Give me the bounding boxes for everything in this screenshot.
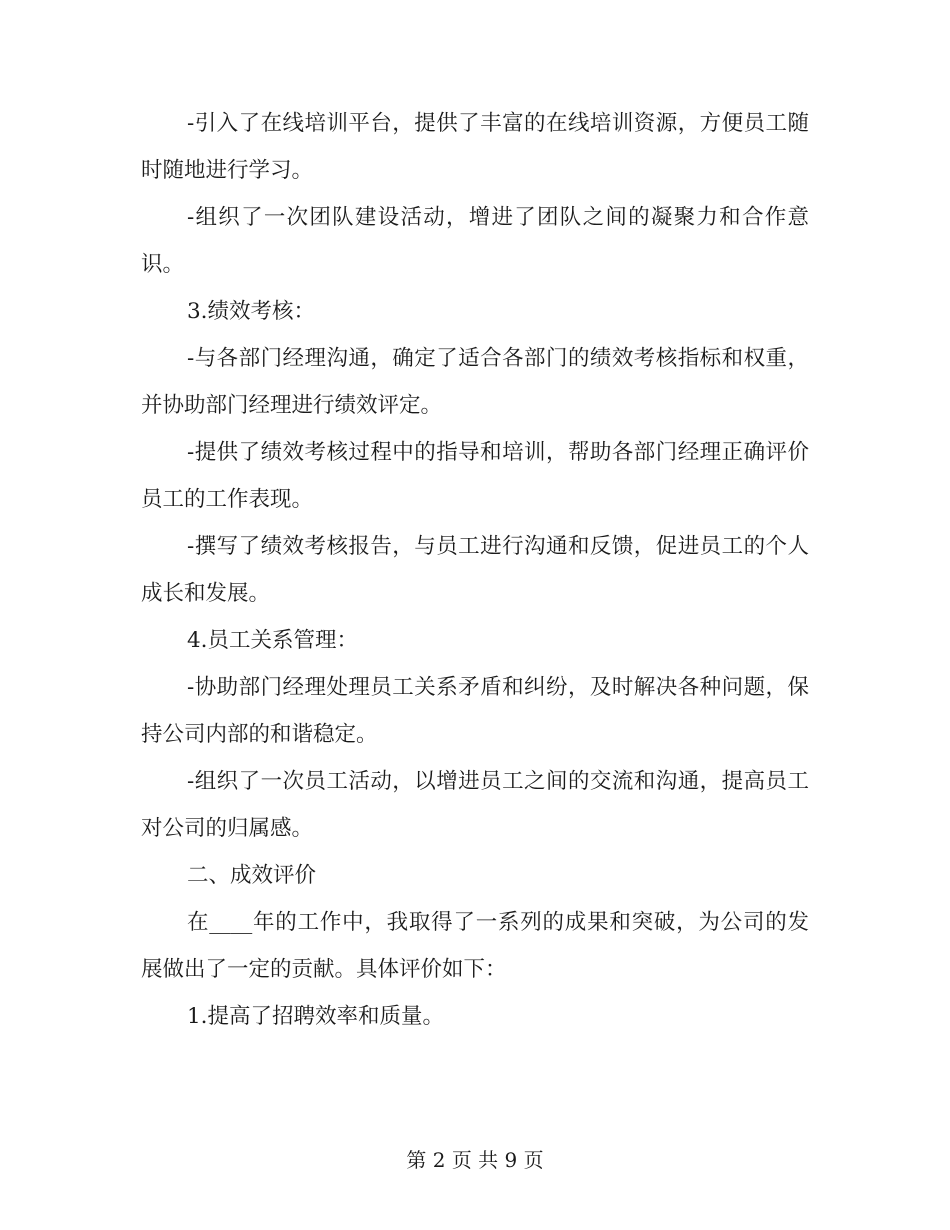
paragraph-results-intro: 在____年的工作中，我取得了一系列的成果和突破，为公司的发展做出了一定的贡献。具体评价如下： <box>141 910 809 982</box>
paragraph-team-building: -组织了一次团队建设活动，增进了团队之间的凝聚力和合作意识。 <box>141 205 809 277</box>
paragraph-kpi-setting: -与各部门经理沟通，确定了适合各部门的绩效考核指标和权重，并协助部门经理进行绩效评定。 <box>141 346 809 418</box>
paragraph-online-training: -引入了在线培训平台，提供了丰富的在线培训资源，方便员工随时随地进行学习。 <box>141 111 809 183</box>
paragraph-review-guidance: -提供了绩效考核过程中的指导和培训，帮助各部门经理正确评价员工的工作表现。 <box>141 440 809 512</box>
heading-employee-relations: 4.员工关系管理： <box>187 628 359 653</box>
paragraph-conflict-resolution: -协助部门经理处理员工关系矛盾和纠纷，及时解决各种问题，保持公司内部的和谐稳定。 <box>141 675 809 747</box>
page-number-footer: 第 2 页 共 9 页 <box>406 1148 544 1172</box>
document-body <box>141 100 809 1040</box>
paragraph-recruiting-efficiency: 1.提高了招聘效率和质量。 <box>187 1004 445 1029</box>
heading-results-evaluation: 二、成效评价 <box>187 863 317 888</box>
heading-performance-review: 3.绩效考核： <box>187 299 316 324</box>
paragraph-review-report: -撰写了绩效考核报告，与员工进行沟通和反馈，促进员工的个人成长和发展。 <box>141 534 809 606</box>
paragraph-employee-activity: -组织了一次员工活动，以增进员工之间的交流和沟通，提高员工对公司的归属感。 <box>141 769 809 841</box>
